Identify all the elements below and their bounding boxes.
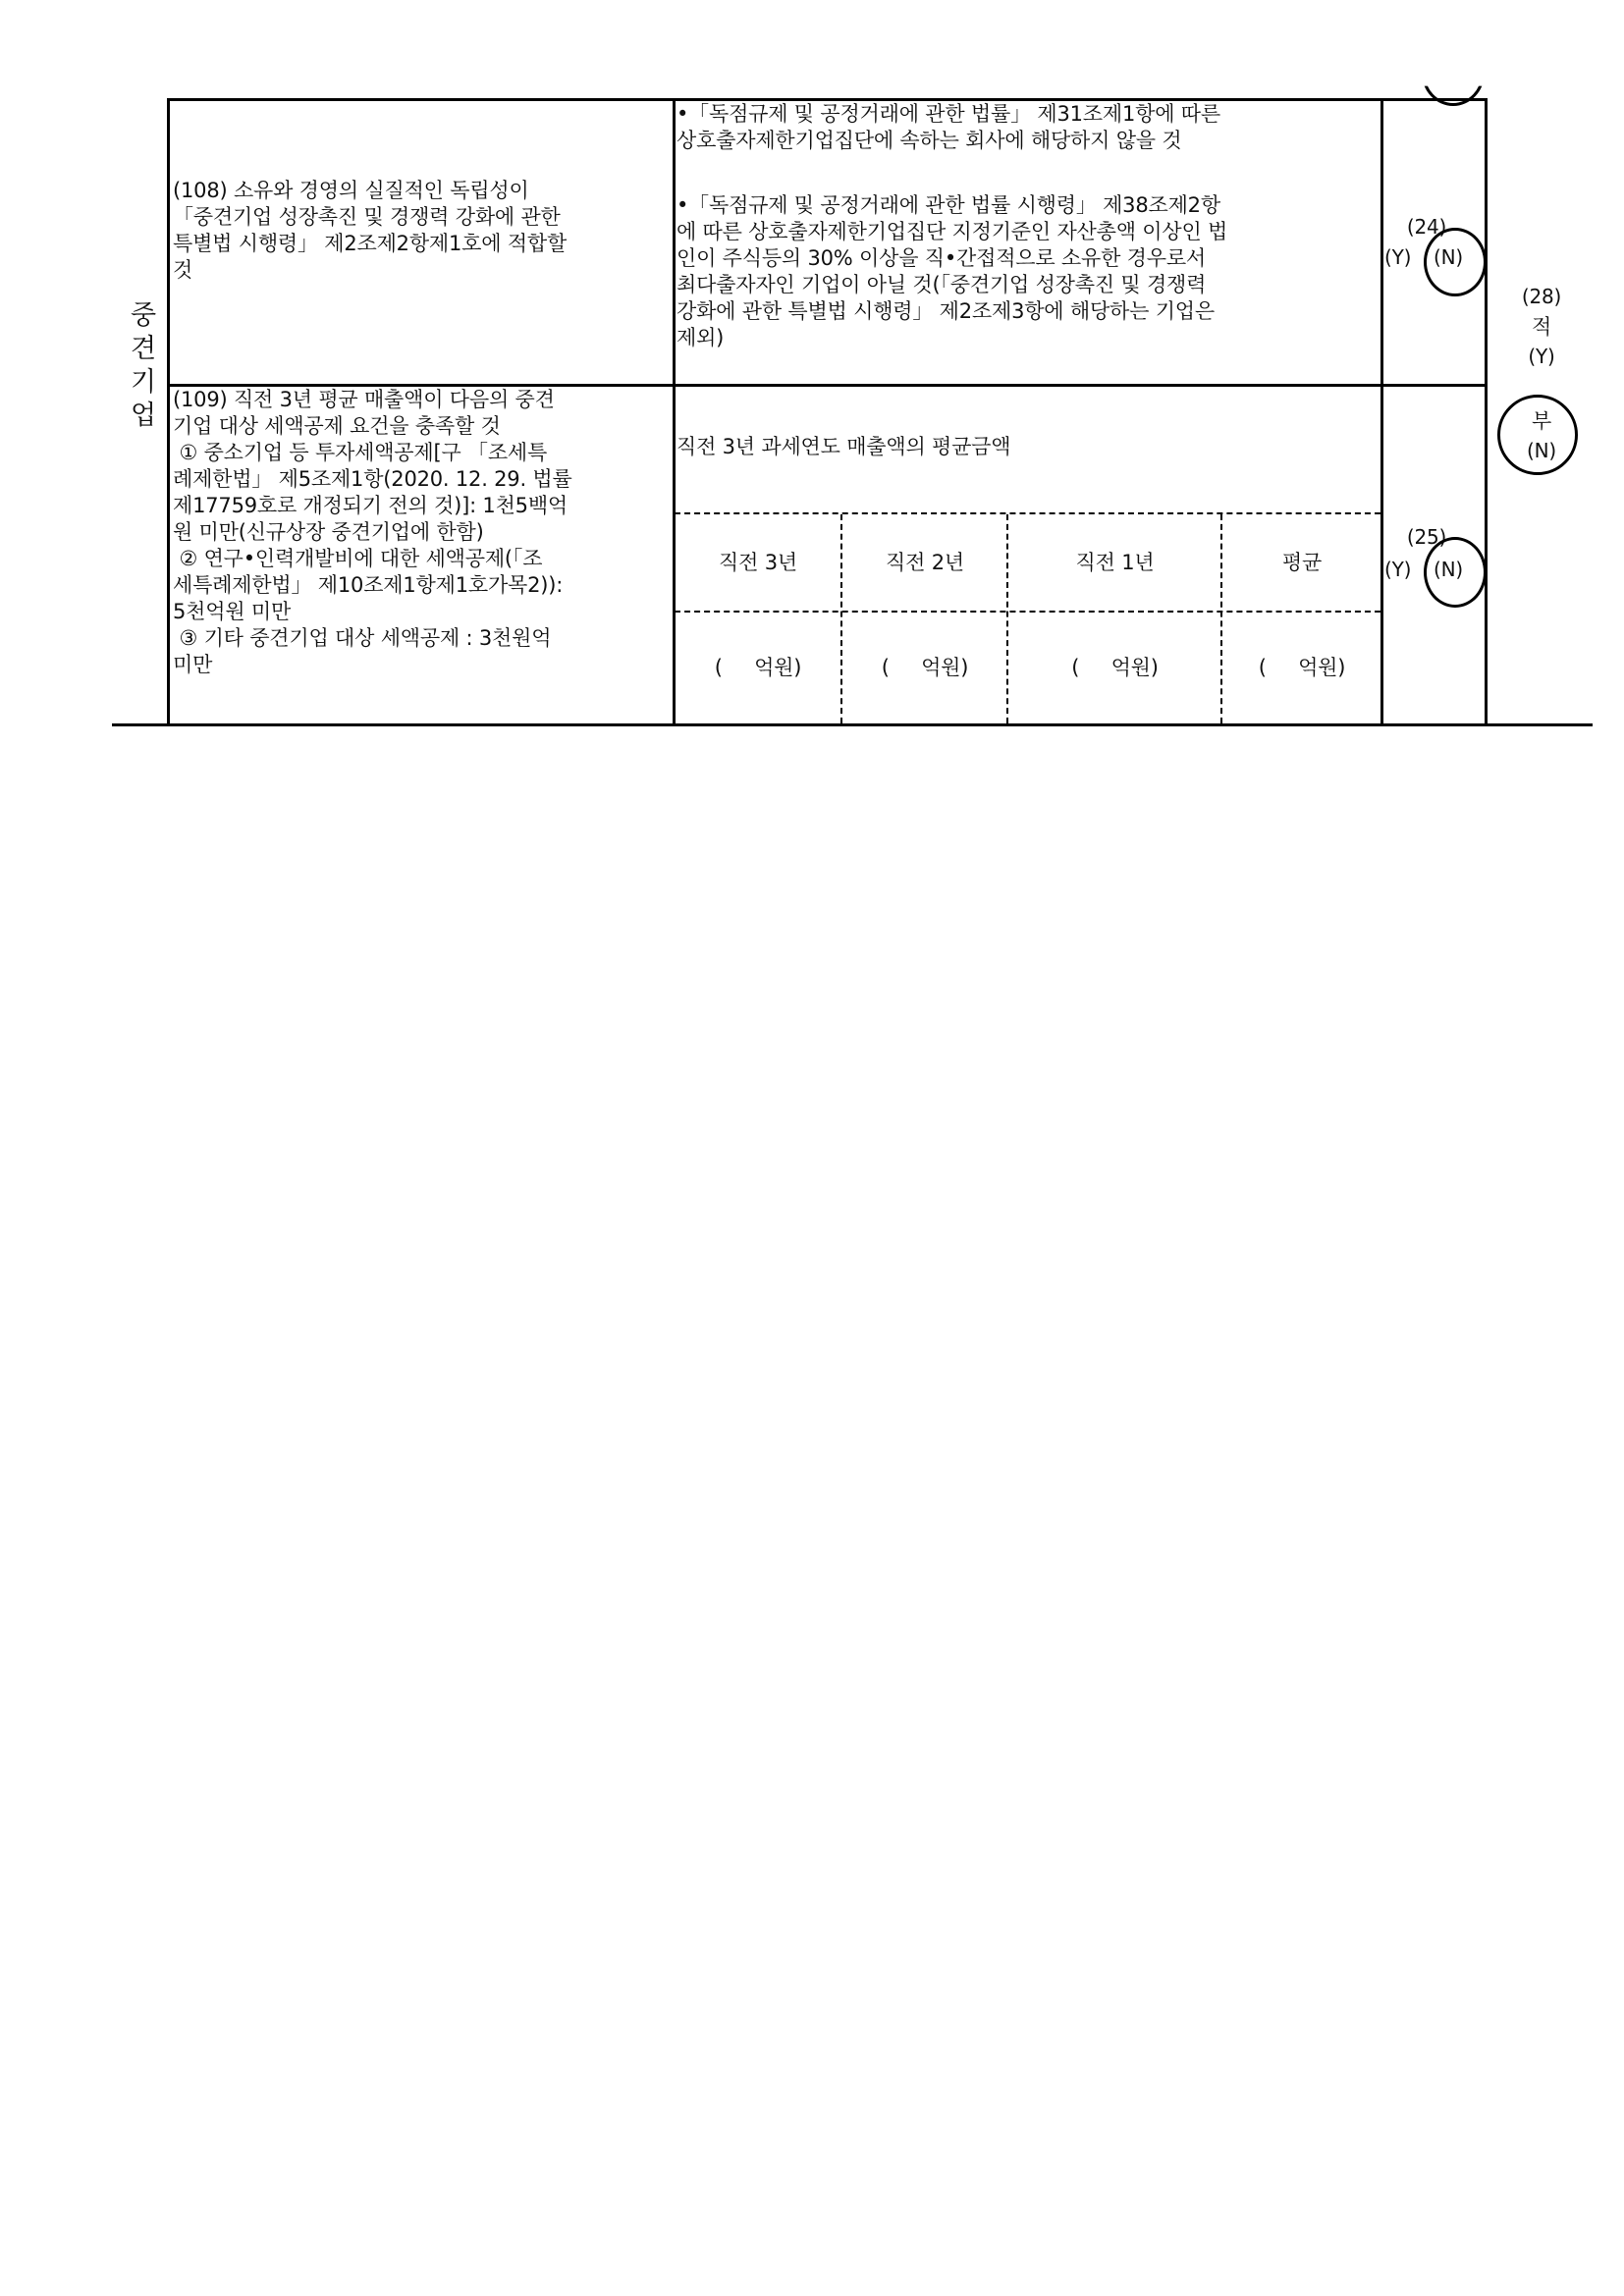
- selected-circle-24: [1424, 228, 1487, 296]
- check-yes-24: (Y): [1384, 245, 1412, 269]
- criterion-108: (108) 소유와 경영의 실질적인 독립성이 「중견기업 성장촉진 및 경쟁력 강화에 관한 특별법 시행령」 제2조제2항제1호에 적합할 것: [173, 179, 568, 282]
- year-header-1: 직전 1년: [1075, 551, 1155, 574]
- year-header-avg: 평균: [1281, 551, 1323, 574]
- check-number-24: (24): [1406, 215, 1447, 239]
- amount-cell-3: ( 억원): [714, 656, 802, 679]
- amount-cell-1: ( 억원): [1071, 656, 1159, 679]
- selected-circle-25: [1424, 537, 1487, 608]
- section-label-char: 견: [130, 334, 157, 364]
- section-label: [124, 299, 163, 433]
- overall-yes-code: (Y): [1528, 345, 1555, 368]
- check-no-25: (N): [1434, 558, 1463, 581]
- overall-no-code: (N): [1527, 439, 1556, 462]
- overall-no-label: 부: [1531, 409, 1552, 433]
- section-label-char: 업: [130, 400, 157, 431]
- section-label-char: 기: [130, 367, 157, 398]
- selected-circle-prev: [1422, 39, 1485, 106]
- year-header-2: 직전 2년: [886, 551, 964, 574]
- check-number-25: (25): [1406, 525, 1447, 549]
- amount-cell-avg: ( 억원): [1258, 656, 1346, 679]
- year-header-3: 직전 3년: [719, 551, 797, 574]
- section-label-char: 중: [130, 300, 157, 331]
- revenue-title: 직전 3년 과세연도 매출액의 평균금액: [677, 435, 1011, 458]
- amount-cell-2: ( 억원): [881, 656, 969, 679]
- overall-yes-label: 적: [1531, 315, 1552, 339]
- check-yes-25: (Y): [1384, 558, 1412, 581]
- selected-circle-28: [1497, 395, 1578, 475]
- check-no-24: (N): [1434, 245, 1463, 269]
- overall-number-28: (28): [1521, 285, 1562, 308]
- detail-108-1: •「독점규제 및 공정거래에 관한 법률」 제31조제1항에 따른 상호출자제한기업집단에 속하는 회사에 해당하지 않을 것: [677, 102, 1220, 152]
- criterion-109: (109) 직전 3년 평균 매출액이 다음의 중견 기업 대상 세액공제 요건을 충족할 것 ① 중소기업 등 투자세액공제[구 「조세특 례제한법」 제5조제1항(2020. 12. 29. 법률 제17759호로 개정되기 전의 것)]: 1천5백억 원 미만(신규상장 중견기업에 한함) ② 연구•인력개발비에 대한 세액공제(「조 세특례제한법」 제10조제1항제1호가목2)): 5천억원 미만 ③ 기타 중견기업 대상 세액공제 : 3천원억 미만: [173, 388, 572, 676]
- detail-108-2: •「독점규제 및 공정거래에 관한 법률 시행령」 제38조제2항 에 따른 상호출자제한기업집단 지정기준인 자산총액 이상인 법 인이 주식등의 30% 이상을 직•간접적으로 소유한 경우로서 최다출자자인 기업이 아닐 것(「중견기업 성장촉진 및 경쟁력 강화에 관한 특별법 시행령」 제2조제3항에 해당하는 기업은 제외): [677, 193, 1228, 349]
